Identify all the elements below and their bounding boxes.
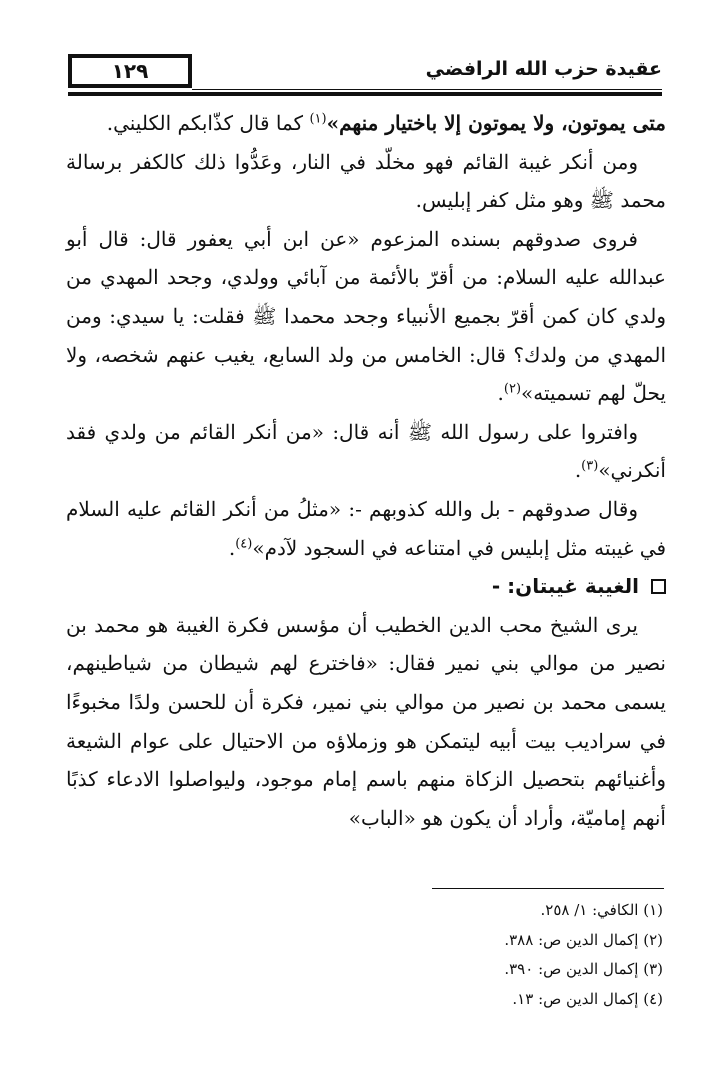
paragraph-3 [66,220,666,413]
header-rule-thin [192,89,662,90]
section-heading [66,567,666,606]
paragraph-1-rest: كما قال كذّابكم الكليني. [106,111,310,135]
footnote-ref-1: (١) [309,111,327,127]
paragraph-5 [66,490,666,567]
square-bullet-icon [651,579,666,594]
paragraph-5-text: وقال صدوقهم - بل والله كذوبهم -: «مثلُ من أنكر القائم عليه السلام في غيبته مثل إبليس في امتناعه في السجود لآدم» [66,496,666,560]
footnote-separator [432,888,664,889]
paragraph-2: ومن أنكر غيبة القائم فهو مخلّد في النار، وعَدُّوا ذلك كالكفر برسالة محمد ﷺ وهو مثل كفر إبليس. [66,149,666,213]
footnote-ref-4: (٤) [235,535,253,551]
paragraph-5-end: . [228,535,236,560]
section-heading-text: الغيبة غيبتان: - [491,574,639,599]
paragraph-4-end: . [574,458,582,483]
paragraph-3-end: . [497,381,504,406]
running-title: عقيدة حزب الله الرافضي [425,58,662,80]
paragraph-4 [66,413,666,490]
header-rule [68,92,662,96]
footnote-2: (٢) إكمال الدين ص: ٣٨٨. [504,930,663,949]
footnote-ref-2: (٢) [503,381,522,397]
footnote-4: (٤) إكمال الدين ص: ١٣. [512,989,663,1008]
page-header [62,52,662,100]
footnote-ref-3: (٣) [581,458,599,474]
paragraph-1-bold: متى يموتون، ولا يموتون إلا باختيار منهم» [326,111,666,135]
paragraph-3-text: فروى صدوقهم بسنده المزعوم «عن ابن أبي يعفور قال: قال أبو عبدالله عليه السلام: من أقرّ بالأئمة من آبائي وولدي، وجحد المهدي من ولدي كان كمن أقرّ بجميع الأنبياء وجحد محمدا ﷺ فقلت: يا سيدي: ومن المهدي من ولدك؟ قال: الخامس من ولد السابع، يغيب عنهم شخصه، ولا يحلّ لهم تسميته» [66,226,666,406]
footnote-3: (٣) إكمال الدين ص: ٣٩٠. [504,960,663,978]
footnote-1: (١) الكافي: ١/ ٢٥٨. [540,901,663,919]
main-text [66,104,666,837]
paragraph-1 [66,104,666,143]
footnotes [363,896,663,1014]
paragraph-6: يرى الشيخ محب الدين الخطيب أن مؤسس فكرة الغيبة هو محمد بن نصير من موالي بني نمير فقال: «فاخترع لهم شيطان من شياطينهم، يسمى محمد بن نصير من موالي بني نمير، فكرة أن للحسن ولدًا مخبوءًا في سراديب بيت أبيه ليتمكن هو وزملاؤه من الاحتيال على عوام الشيعة وأغنيائهم بتحصيل الزكاة منهم باسم إمام موجود، وليواصلوا الادعاء كذبًا أنهم إماميّة، وأراد أن يكون هو «الباب» [66,612,666,830]
page-number: ١٢٩ [68,54,192,88]
paragraph-4-text: وافتروا على رسول الله ﷺ أنه قال: «من أنكر القائم من ولدي فقد أنكرني» [66,419,666,483]
